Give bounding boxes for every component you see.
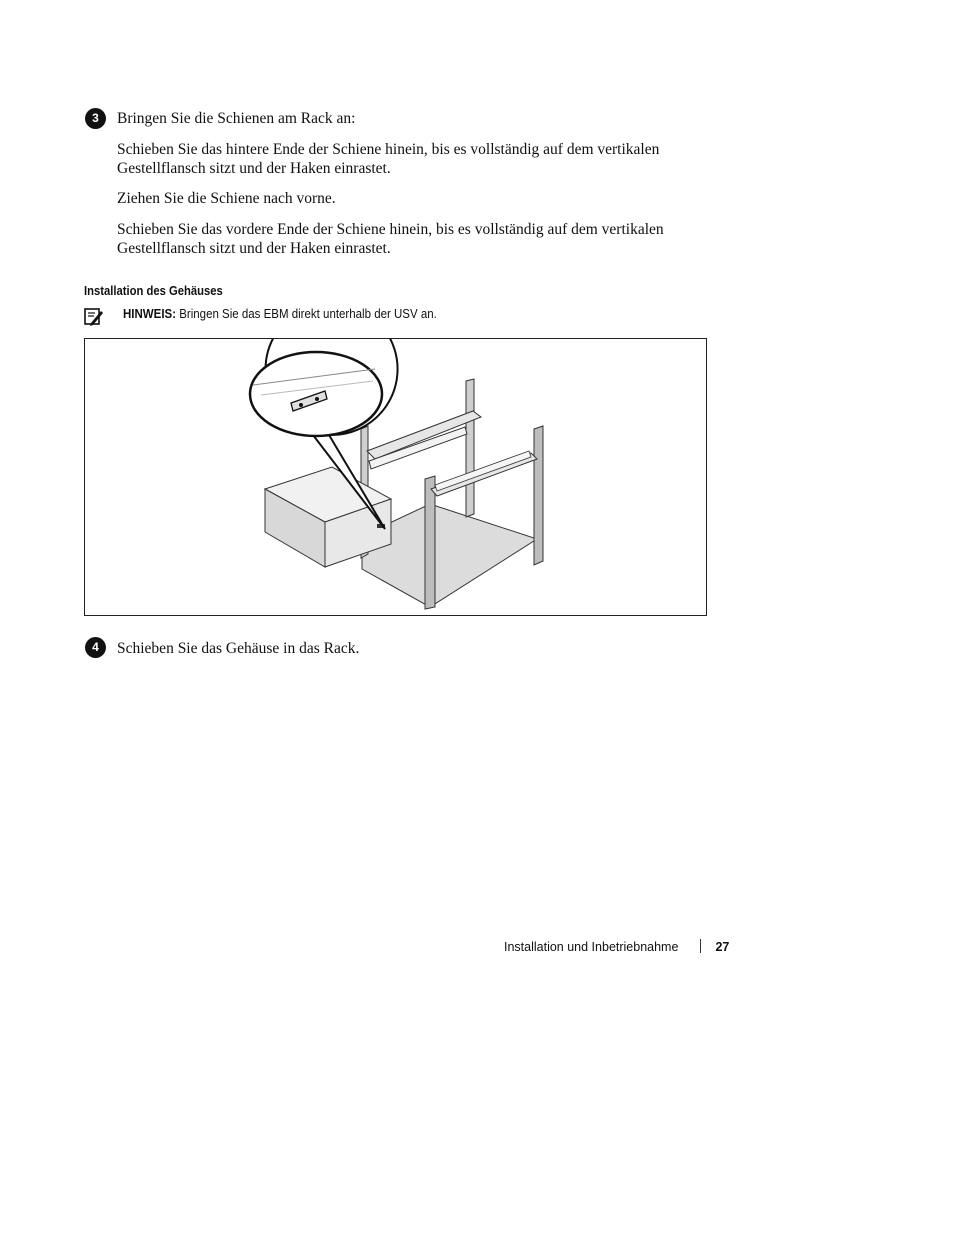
step-4-badge: 4: [85, 637, 106, 658]
page-number: 27: [715, 940, 730, 954]
page-footer: [504, 939, 729, 954]
step-3-paragraph-3: Schieben Sie das vordere Ende der Schiene hinein, bis es vollständig auf dem vertikalen Gestellflansch sitzt und der Haken einrastet.: [117, 221, 664, 257]
note-body: Bringen Sie das EBM direkt unterhalb der USV an.: [176, 307, 437, 321]
section-heading: Installation des Gehäuses: [84, 284, 223, 298]
rack-installation-illustration: [85, 339, 708, 617]
step-3-paragraph-2: Ziehen Sie die Schiene nach vorne.: [117, 190, 336, 207]
step-3-intro: Bringen Sie die Schienen am Rack an:: [117, 110, 356, 127]
footer-separator: [700, 939, 701, 953]
step-3-paragraph-1: Schieben Sie das hintere Ende der Schiene hinein, bis es vollständig auf dem vertikalen Gestellflansch sitzt und der Haken einrastet.: [117, 141, 660, 177]
note-pencil-icon: [84, 307, 104, 327]
note-label: HINWEIS:: [123, 307, 177, 321]
rack-installation-figure: [84, 338, 707, 616]
step-4-text: Schieben Sie das Gehäuse in das Rack.: [117, 640, 360, 657]
step-3-badge: 3: [85, 108, 106, 129]
footer-chapter: Installation und Inbetriebnahme: [504, 940, 679, 954]
note-text: [123, 307, 437, 321]
